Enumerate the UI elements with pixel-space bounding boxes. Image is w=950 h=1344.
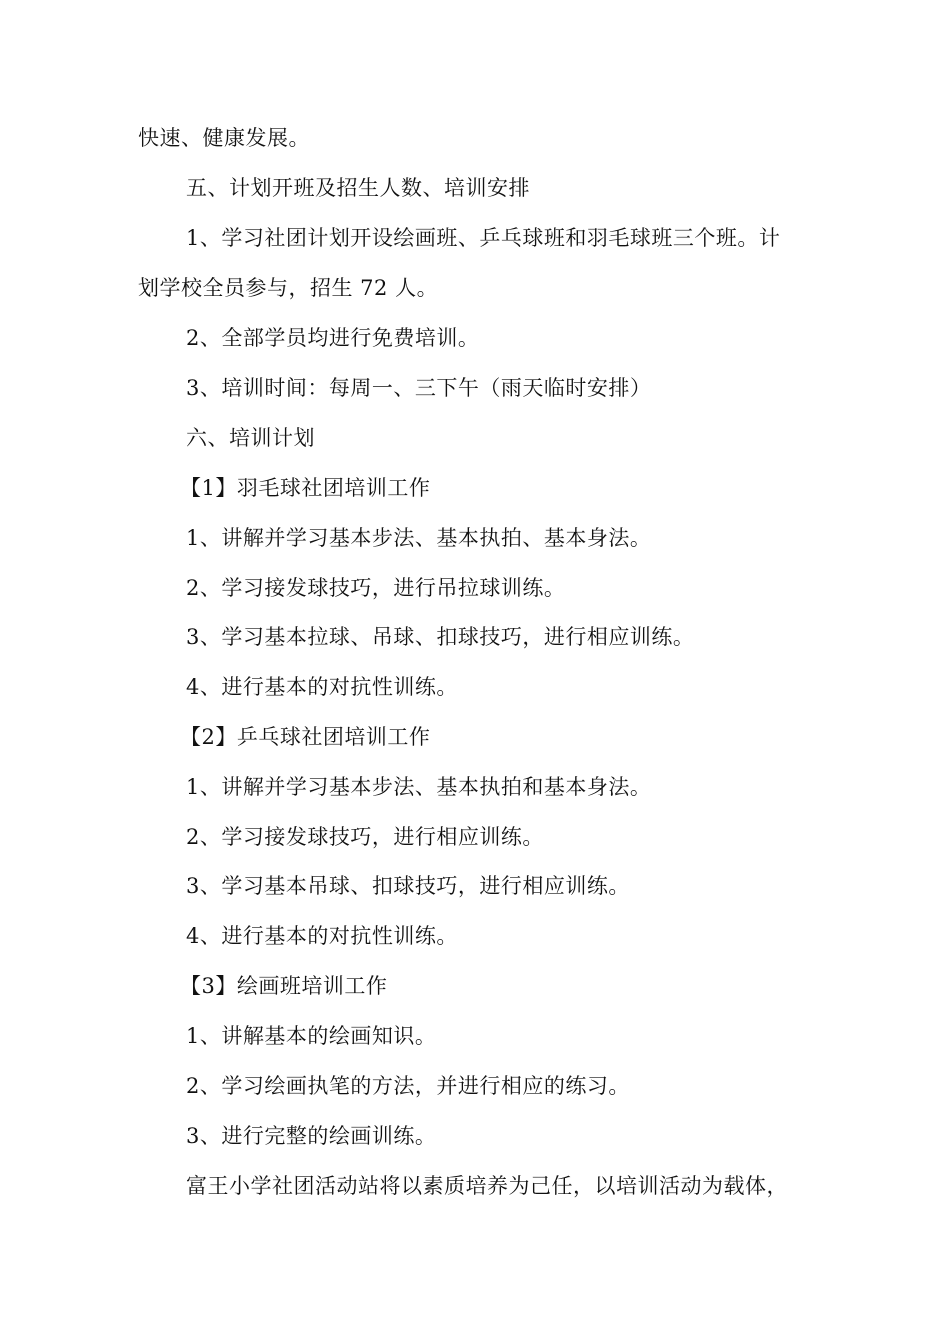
list-item: 2、学习接发球技巧，进行吊拉球训练。 — [186, 576, 566, 600]
list-item: 2、学习绘画执笔的方法，并进行相应的练习。 — [186, 1074, 630, 1098]
paragraph-line: 2、全部学员均进行免费培训。 — [186, 326, 480, 350]
section-heading: 六、培训计划 — [186, 426, 315, 450]
paragraph-line: 3、培训时间：每周一、三下午（雨天临时安排） — [186, 376, 652, 400]
list-item: 2、学习接发球技巧，进行相应训练。 — [186, 825, 544, 849]
list-item: 3、进行完整的绘画训练。 — [186, 1124, 437, 1148]
list-item: 1、讲解并学习基本步法、基本执拍、基本身法。 — [186, 526, 652, 550]
paragraph-line: 划学校全员参与，招生 72 人。 — [138, 276, 439, 300]
list-item: 4、进行基本的对抗性训练。 — [186, 675, 458, 699]
list-item: 3、学习基本吊球、扣球技巧，进行相应训练。 — [186, 874, 630, 898]
subsection-heading: 【2】乒乓球社团培训工作 — [180, 725, 431, 749]
list-item: 1、讲解并学习基本步法、基本执拍和基本身法。 — [186, 775, 652, 799]
paragraph-line: 富王小学社团活动站将以素质培养为己任，以培训活动为载体， — [186, 1174, 788, 1198]
paragraph-line: 1、学习社团计划开设绘画班、乒乓球班和羽毛球班三个班。计 — [186, 226, 781, 250]
list-item: 4、进行基本的对抗性训练。 — [186, 924, 458, 948]
section-heading: 五、计划开班及招生人数、培训安排 — [186, 176, 530, 200]
list-item: 3、学习基本拉球、吊球、扣球技巧，进行相应训练。 — [186, 625, 695, 649]
subsection-heading: 【1】羽毛球社团培训工作 — [180, 476, 431, 500]
paragraph-line: 快速、健康发展。 — [138, 126, 310, 150]
subsection-heading: 【3】绘画班培训工作 — [180, 974, 388, 998]
list-item: 1、讲解基本的绘画知识。 — [186, 1024, 437, 1048]
